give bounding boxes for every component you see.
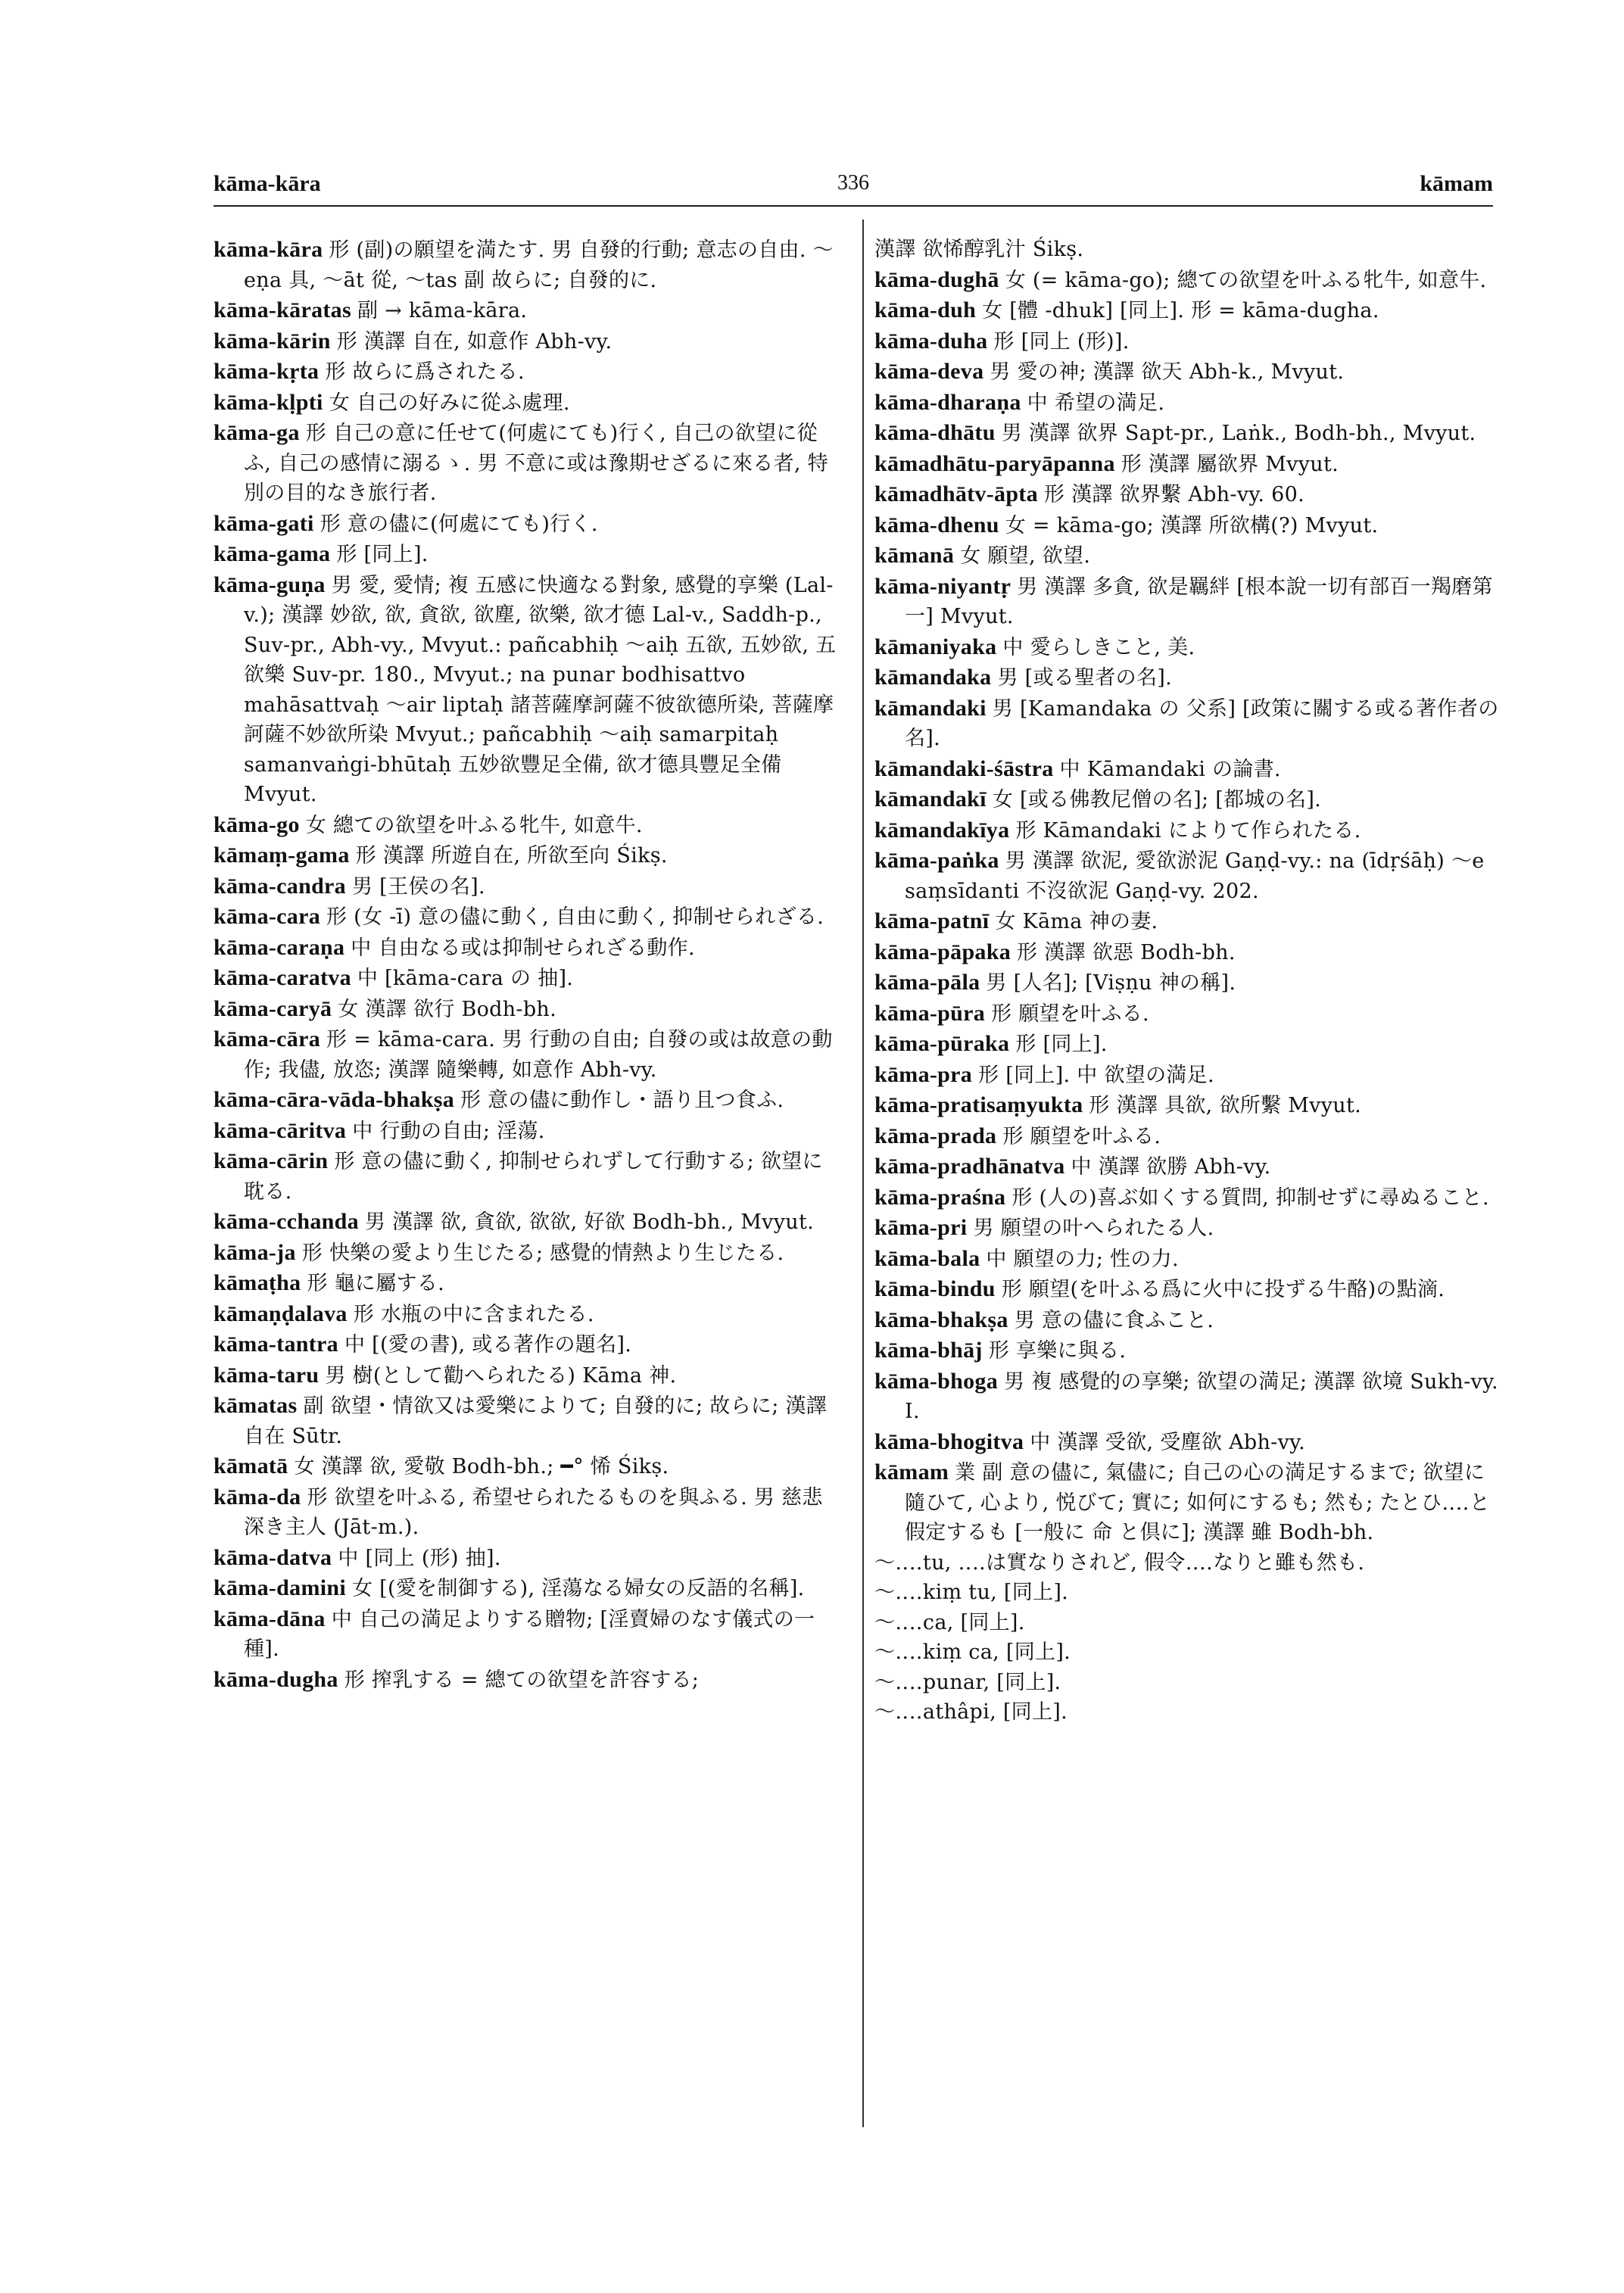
entry-definition: 中 自由なる或は抑制せられざる動作. (351, 936, 695, 960)
entry-definition: 中 [同上 (形) 抽]. (338, 1546, 501, 1570)
entry-headword: kāma-taru (214, 1362, 320, 1388)
running-head-left: kāma-kāra (214, 171, 321, 196)
dictionary-entry (874, 1366, 1503, 1427)
entry-definition: 形 漢譯 欲惡 Bodh-bh. (1017, 940, 1236, 964)
entry-headword: kāma-dhenu (874, 512, 999, 537)
entry-headword: kāma-pratisaṃyukta (874, 1092, 1083, 1117)
dictionary-entry (214, 1573, 842, 1604)
entry-headword: kāma-da (214, 1484, 301, 1509)
entry-definition: 女 自己の好みに從ふ處理. (329, 391, 570, 415)
dictionary-entry (874, 1244, 1503, 1275)
dictionary-entry (214, 539, 842, 570)
dictionary-entry (214, 810, 842, 841)
entry-definition: 形 [同上]. (1015, 1033, 1108, 1056)
dictionary-entry (874, 1182, 1503, 1213)
entry-definition: 男 [或る聖者の名]. (997, 666, 1172, 690)
entry-definition: 男 漢譯 欲泥, 愛欲淤泥 Gaṇḍ-vy.: na (īdṛśāḥ) ～e saṃsīdanti 不沒欲泥 Gaṇḍ-vy. 202. (905, 849, 1485, 903)
entry-definition: 形 享樂に與る. (988, 1339, 1127, 1363)
entry-definition: 女 Kāma 神の妻. (995, 910, 1158, 933)
entry-definition: 中 願望の力; 性の力. (986, 1247, 1179, 1271)
entry-definition: 形 意の儘に(何處にても)行く. (320, 512, 598, 536)
left-column (214, 235, 842, 1695)
entry-headword: kāma-duh (874, 298, 977, 322)
entry-headword: kāma-niyantṛ (874, 573, 1011, 599)
dictionary-entry (874, 357, 1503, 388)
entry-headword: kāmam (874, 1460, 949, 1485)
dictionary-entry (214, 1604, 842, 1665)
entry-headword: kāma-pāla (874, 970, 980, 995)
dictionary-entry (214, 840, 842, 871)
entry-headword: kāmadhātu-paryāpanna (874, 450, 1115, 476)
dictionary-entry (214, 1268, 842, 1299)
entry-headword: kāma-gama (214, 541, 331, 566)
dictionary-entry (874, 1029, 1503, 1060)
dictionary-entry (214, 418, 842, 509)
entry-definition: 形 願望(を叶ふる爲に火中に投ずる牛酪)の點滴. (1001, 1278, 1445, 1301)
entry-definition: 形 [同上 (形)]. (993, 329, 1130, 354)
entry-headword: kāma-dharaṇa (874, 389, 1021, 415)
column-divider (862, 220, 864, 2127)
entry-headword: kāmandaka (874, 665, 992, 690)
entry-headword: kāmandaki (874, 695, 987, 721)
entry-definition: 形 [同上]. 中 欲望の満足. (978, 1063, 1214, 1087)
dictionary-entry (874, 541, 1503, 572)
entry-headword: kāma-praśna (874, 1184, 1006, 1210)
entry-definition: 女 = kāma-go; 漢譯 所欲構(?) Mvyut. (1005, 513, 1379, 537)
entry-headword: kāma-deva (874, 359, 984, 384)
entry-headword: kāma-bhogitva (874, 1428, 1024, 1454)
entry-definition: 形 漢譯 所遊自在, 所欲至向 Śikṣ. (355, 844, 668, 868)
entry-definition: 形 自己の意に任せて(何處にても)行く, 自己の欲望に從ふ, 自己の感情に溺るゝ. 男 不意に或は豫期せざるに來る者, 特別の目的なき旅行者. (244, 422, 828, 505)
entry-definition: 形 (女 -ī) 意の儘に動く, 自由に動く, 抑制せられざる. (326, 905, 824, 929)
entry-headword: kāma-pri (874, 1215, 968, 1240)
dictionary-entry (874, 1305, 1503, 1336)
entry-definition: 女 願望, 欲望. (960, 544, 1091, 568)
entry-definition: 形 漢譯 屬欲界 Mvyut. (1121, 452, 1339, 476)
right-column (874, 235, 1503, 1728)
dictionary-entry (874, 1457, 1503, 1548)
dictionary-entry (214, 1024, 842, 1085)
entry-headword: kāma-cāra-vāda-bhakṣa (214, 1087, 454, 1112)
dictionary-entry (214, 1391, 842, 1451)
dictionary-entry (214, 1238, 842, 1269)
entry-headword: kāma-cārin (214, 1148, 329, 1173)
dictionary-entry (874, 1121, 1503, 1152)
entry-definition: 形 欲望を叶ふる, 希望せられたるものを與ふる. 男 慈悲深き主人 (Jāt-m.). (244, 1485, 823, 1539)
running-head-right: kāmam (1420, 171, 1493, 196)
entry-headword: kāmaṃ-gama (214, 843, 350, 868)
dictionary-entry (874, 1427, 1503, 1458)
dictionary-entry (874, 1668, 1503, 1698)
entry-definition: 形 搾乳する = 總ての欲望を許容する; (344, 1668, 700, 1692)
dictionary-entry (874, 1274, 1503, 1305)
entry-definition: 男 漢譯 欲界 Sapt-pr., Laṅk., Bodh-bh., Mvyut. (1001, 422, 1476, 445)
dictionary-entry (874, 479, 1503, 510)
entry-headword: kāma-paṅka (874, 848, 999, 873)
entry-headword: kāma-kārin (214, 328, 331, 354)
entry-headword: kāmandaki-śāstra (874, 756, 1054, 781)
entry-definition: 形 (人の)喜ぶ如くする質問, 抑制せずに尋ぬること. (1011, 1185, 1489, 1210)
entry-headword: kāma-kḷpti (214, 389, 323, 415)
dictionary-entry (874, 846, 1503, 906)
entry-headword: kāma-cara (214, 904, 320, 929)
dictionary-entry (214, 570, 842, 810)
entry-headword: kāmaniyaka (874, 634, 997, 659)
entry-headword: kāmatā (214, 1453, 288, 1478)
entry-definition: 中 [kāma-cara の 抽]. (357, 967, 574, 990)
entry-definition: 形 快樂の愛より生じたる; 感覺的情熱より生じたる. (301, 1241, 784, 1265)
page-header (214, 171, 1493, 201)
entry-headword: kāma-pra (874, 1061, 973, 1087)
dictionary-entry (874, 1608, 1503, 1638)
entry-definition: 中 漢譯 受欲, 受塵欲 Abh-vy. (1030, 1430, 1305, 1454)
dictionary-entry (874, 1548, 1503, 1578)
dictionary-entry (874, 1060, 1503, 1091)
entry-headword: kāma-cāritva (214, 1117, 347, 1143)
entry-definition: 形 願望を叶ふる. (1002, 1124, 1161, 1148)
dictionary-entry (214, 357, 842, 388)
entry-headword: kāmanā (874, 543, 955, 568)
entry-headword: kāma-bhakṣa (874, 1307, 1008, 1332)
entry-headword: kāma-ja (214, 1239, 296, 1265)
entry-definition: 男 [人名]; [Viṣṇu 神の稱]. (986, 971, 1236, 995)
entry-definition: ～‥‥athâpi, [同上]. (874, 1700, 1068, 1724)
entry-headword: kāma-guṇa (214, 572, 326, 597)
dictionary-entry (874, 510, 1503, 541)
entry-definition: 女 [(愛を制御する), 淫蕩なる婦女の反語的名稱]. (352, 1577, 805, 1600)
dictionary-entry (874, 1213, 1503, 1244)
dictionary-entry (874, 784, 1503, 815)
entry-headword: kāma-datva (214, 1544, 332, 1570)
entry-definition: 中 Kāmandaki の論書. (1059, 757, 1281, 781)
entry-definition: 副 欲望・情欲又は愛樂によりて; 自發的に; 故らに; 漢譯 自在 Sūtr. (244, 1394, 828, 1448)
dictionary-entry (214, 1329, 842, 1360)
dictionary-entry (874, 295, 1503, 326)
dictionary-entry (874, 265, 1503, 296)
entry-definition: 中 自己の満足よりする贈物; [淫賣婦のなす儀式の一種]. (244, 1607, 815, 1661)
entry-headword: kāma-cāra (214, 1027, 320, 1051)
dictionary-entry (214, 1207, 842, 1238)
entry-definition: 女 漢譯 欲行 Bodh-bh. (338, 997, 556, 1021)
entry-definition: 男 樹(として勸へられたる) Kāma 神. (325, 1363, 677, 1388)
dictionary-entry (214, 1543, 842, 1574)
dictionary-entry (874, 999, 1503, 1030)
entry-definition: 男 漢譯 多貪, 欲是羈絆 [根本說一切有部百一羯磨第一] Mvyut. (905, 575, 1493, 628)
dictionary-entry (874, 906, 1503, 937)
entry-headword: kāma-cchanda (214, 1209, 359, 1234)
entry-definition: 中 [(愛の書), 或る著作の題名]. (344, 1333, 632, 1357)
entry-headword: kāma-bindu (874, 1276, 996, 1301)
entry-definition: 男 複 感覺的の享樂; 欲望の満足; 漢譯 欲境 Sukh-vy. I. (905, 1369, 1498, 1423)
entry-headword: kāma-prada (874, 1123, 997, 1148)
dictionary-entry (874, 1151, 1503, 1182)
entry-headword: kāma-dughā (874, 266, 999, 292)
dictionary-entry (214, 1360, 842, 1391)
entry-headword: kāma-dhātu (874, 420, 996, 445)
entry-headword: kāma-candra (214, 873, 346, 899)
entry-headword: kāma-dugha (214, 1666, 338, 1692)
entry-headword: kāma-kāra (214, 237, 323, 262)
entry-definition: 女 漢譯 欲, 愛敬 Bodh-bh.; ━° 悕 Śikṣ. (294, 1455, 669, 1478)
entry-definition: 中 愛らしきこと, 美. (1002, 635, 1195, 659)
entry-definition: 形 Kāmandaki によりて作られたる. (1015, 818, 1361, 843)
entry-definition: 形 意の儘に動く, 抑制せられずして行動する; 欲望に耽る. (244, 1150, 823, 1204)
dictionary-entry (874, 1578, 1503, 1608)
entry-headword: kāmaṭha (214, 1270, 301, 1295)
dictionary-entry (214, 1482, 842, 1543)
entry-headword: kāma-tantra (214, 1332, 338, 1357)
dictionary-entry (214, 902, 842, 933)
entry-definition: 男 意の儘に食ふこと. (1014, 1308, 1214, 1332)
dictionary-entry (214, 994, 842, 1025)
dictionary-entry (214, 388, 842, 419)
entry-headword: kāmandakīya (874, 817, 1010, 843)
entry-definition: 女 [或る佛教尼僧の名]; [都城の名]. (992, 788, 1322, 812)
dictionary-entry (214, 963, 842, 994)
dictionary-entry (874, 1090, 1503, 1121)
entry-definition: 形 意の儘に動作し・語り且つ食ふ. (460, 1089, 784, 1112)
entry-headword: kāma-pāpaka (874, 939, 1011, 964)
entry-definition: 女 [體 -dhuk] [同上]. 形 = kāma-dugha. (982, 299, 1379, 322)
entry-headword: kāma-bhoga (874, 1368, 999, 1394)
dictionary-entry (874, 449, 1503, 480)
entry-definition: 形 漢譯 自在, 如意作 Abh-vy. (336, 329, 613, 354)
entry-definition: 形 漢譯 欲界繫 Abh-vy. 60. (1043, 483, 1304, 506)
dictionary-entry (874, 388, 1503, 419)
dictionary-entry (874, 418, 1503, 449)
entry-headword: kāma-go (214, 812, 300, 837)
entry-definition: 男 願望の叶へられたる人. (973, 1217, 1214, 1240)
entry-headword: kāma-ga (214, 420, 300, 445)
dictionary-entry (874, 235, 1503, 265)
entry-headword: kāma-pūra (874, 1000, 986, 1026)
entry-definition: 形 (副)の願望を満たす. 男 自發的行動; 意志の自由. ～eṇa 具, ～āt 從, ～tas 副 故らに; 自發的に. (244, 238, 834, 292)
dictionary-entry (214, 509, 842, 540)
dictionary-entry (874, 693, 1503, 754)
dictionary-entry (214, 295, 842, 326)
entry-headword: kāma-gati (214, 510, 314, 536)
dictionary-entry (874, 754, 1503, 785)
entry-definition: ～‥‥kiṃ tu, [同上]. (874, 1581, 1069, 1604)
entry-definition: ～‥‥ca, [同上]. (874, 1610, 1025, 1634)
entry-definition: 形 = kāma-cara. 男 行動の自由; 自發の或は故意の動作; 我儘, 放恣; 漢譯 隨樂轉, 如意作 Abh-vy. (244, 1028, 833, 1082)
dictionary-entry (874, 1335, 1503, 1366)
entry-headword: kāma-kāratas (214, 298, 351, 322)
entry-definition: ～‥‥tu, ‥‥は實なりされど, 假令‥‥なりと雖も然も. (874, 1550, 1365, 1575)
entry-headword: kāmandakī (874, 787, 987, 812)
entry-headword: kāma-patnī (874, 908, 990, 933)
dictionary-entry (214, 1451, 842, 1482)
dictionary-entry (214, 326, 842, 357)
entry-headword: kāmadhātv-āpta (874, 481, 1038, 506)
entry-headword: kāma-caryā (214, 995, 332, 1021)
entry-definition: 形 [同上]. (336, 543, 429, 566)
entry-headword: kāma-bala (874, 1245, 980, 1271)
entry-definition: 男 [王侯の名]. (351, 874, 485, 899)
dictionary-entry (874, 326, 1503, 357)
entry-definition: 中 行動の自由; 淫蕩. (352, 1119, 545, 1143)
header-rule (214, 205, 1493, 207)
entry-headword: kāma-pūraka (874, 1031, 1010, 1056)
entry-definition: 男 漢譯 欲, 貪欲, 欲欲, 好欲 Bodh-bh., Mvyut. (364, 1210, 814, 1234)
entry-definition: 男 愛, 愛情; 複 五感に快適なる對象, 感覺的享樂 (Lal-v.); 漢譯 妙欲, 欲, 貪欲, 欲塵, 欲樂, 欲才德 Lal-v., Saddh-p., Suv-pr., Abh-vy., Mvyut.: pañcabhiḥ ～aiḥ 五欲, 五妙欲, 五欲樂 Suv-pr. 180., Mvyut.; na punar bodhisattvo mahāsattvaḥ ～air liptaḥ 諸菩薩摩訶薩不彼欲德所染, 菩薩摩訶薩不妙欲所染 Mvyut.; pañcabhiḥ ～aiḥ samarpitaḥ samanvaṅgi-bhūtaḥ 五妙欲豐足全備, 欲才德具豐足全備 Mvyut. (244, 573, 837, 806)
entry-headword: kāma-dāna (214, 1606, 326, 1631)
dictionary-entry (214, 1665, 842, 1696)
dictionary-entry (874, 572, 1503, 632)
dictionary-entry (214, 871, 842, 902)
entry-headword: kāma-damini (214, 1575, 346, 1600)
entry-definition: 漢譯 欲悕醇乳汁 Śikṣ. (874, 238, 1084, 261)
entry-definition: 男 [Kamandaka の 父系] [政策に關する或る著作者の名]. (905, 696, 1499, 750)
dictionary-entry (874, 937, 1503, 968)
entry-headword: kāma-pradhānatva (874, 1154, 1065, 1179)
entry-definition: 業 副 意の儘に, 氣儘に; 自己の心の満足するまで; 欲望に隨ひて, 心より, 悦びて; 實に; 如何にするも; 然も; たとひ‥‥と假定するも [一般に 命 と倶に]; 漢譯 雖 Bodh-bh. (905, 1461, 1491, 1544)
dictionary-entry (874, 632, 1503, 663)
dictionary-entry (874, 1697, 1503, 1728)
entry-definition: 形 願望を叶ふる. (991, 1002, 1149, 1026)
dictionary-entry (874, 967, 1503, 999)
entry-definition: 中 漢譯 欲勝 Abh-vy. (1071, 1155, 1271, 1179)
dictionary-entry (874, 815, 1503, 846)
entry-definition: 副 → kāma-kāra. (357, 299, 528, 322)
entry-definition: ～‥‥kiṃ ca, [同上]. (874, 1640, 1071, 1664)
entry-definition: 形 水瓶の中に含まれたる. (353, 1302, 594, 1326)
entry-definition: 中 希望の満足. (1027, 391, 1165, 415)
dictionary-entry (214, 1116, 842, 1147)
entry-headword: kāmatas (214, 1393, 298, 1418)
dictionary-entry (214, 1299, 842, 1330)
entry-definition: 女 總ての欲望を叶ふる牝牛, 如意牛. (305, 813, 643, 837)
entry-headword: kāma-caraṇa (214, 934, 345, 960)
entry-headword: kāma-bhāj (874, 1338, 983, 1363)
entry-definition: 形 龜に屬する. (307, 1272, 445, 1295)
dictionary-entry (214, 1146, 842, 1207)
entry-definition: 男 愛の神; 漢譯 欲天 Abh-k., Mvyut. (990, 360, 1345, 384)
page-number: 336 (837, 171, 869, 195)
dictionary-entry (214, 1085, 842, 1116)
dictionary-entry (214, 933, 842, 964)
entry-headword: kāmaṇḍalava (214, 1301, 348, 1326)
entry-headword: kāma-kṛta (214, 359, 320, 384)
dictionary-entry (214, 235, 842, 295)
dictionary-entry (874, 662, 1503, 693)
entry-definition: 形 故らに爲されたる. (325, 360, 525, 384)
entry-definition: ～‥‥punar, [同上]. (874, 1670, 1061, 1694)
entry-headword: kāma-caratva (214, 965, 351, 990)
entry-headword: kāma-duha (874, 328, 988, 354)
dictionary-entry (874, 1637, 1503, 1668)
entry-definition: 形 漢譯 具欲, 欲所繫 Mvyut. (1089, 1094, 1362, 1117)
entry-definition: 女 (= kāma-go); 總ての欲望を叶ふる牝牛, 如意牛. (1005, 268, 1487, 292)
